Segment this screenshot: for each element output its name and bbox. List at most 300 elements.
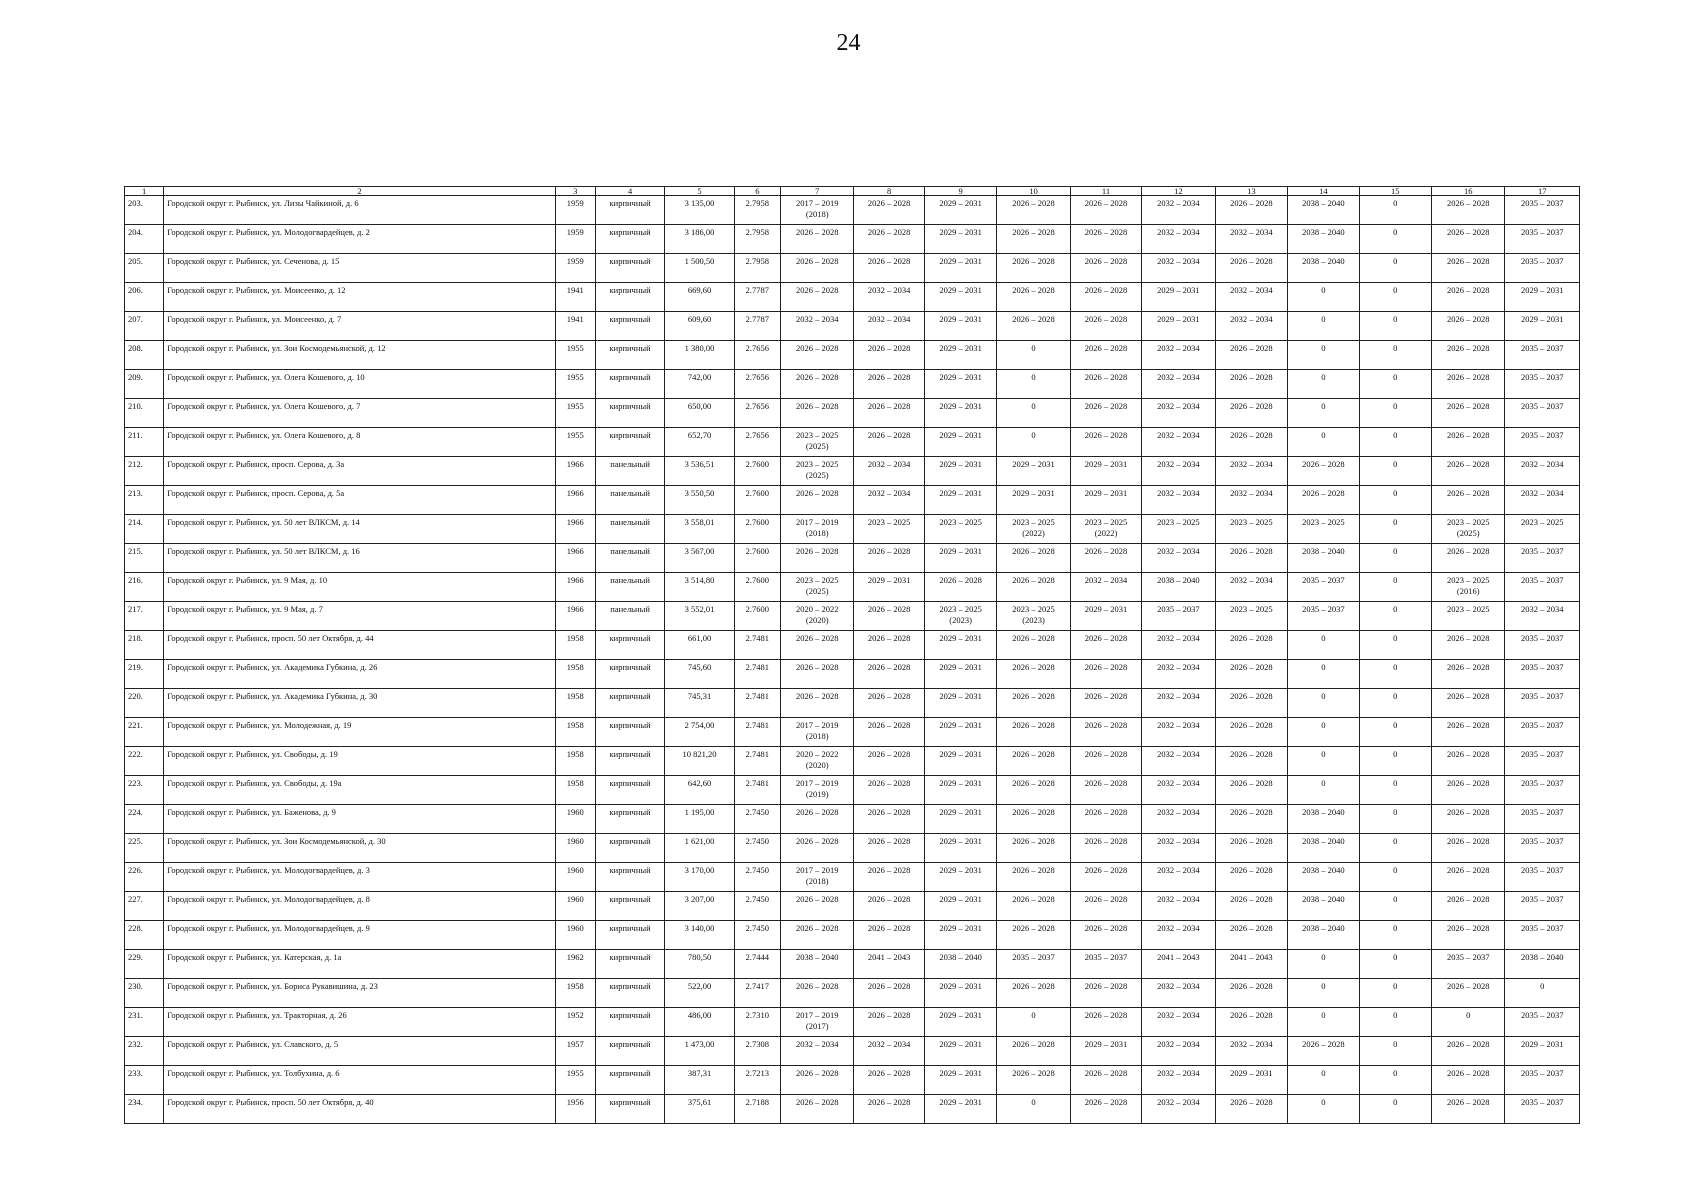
- table-cell: 0: [1359, 689, 1431, 718]
- address-cell: Городской округ г. Рыбинск, ул. 50 лет ВЛКСМ, д. 14: [164, 515, 555, 544]
- column-number-cell: 12: [1142, 187, 1215, 196]
- table-row: [125, 544, 1580, 573]
- address-cell: Городской округ г. Рыбинск, ул. Олега Кошевого, д. 8: [164, 428, 555, 457]
- table-cell: 2035 – 2037: [1505, 341, 1580, 370]
- table-cell: 2.7600: [734, 573, 780, 602]
- table-cell: 2032 – 2034: [1215, 312, 1287, 341]
- table-cell: 2032 – 2034: [1215, 283, 1287, 312]
- address-cell: Городской округ г. Рыбинск, ул. Славского, д. 5: [164, 1037, 555, 1066]
- table-cell: 2035 – 2037: [1505, 747, 1580, 776]
- table-cell: 2026 – 2028: [1431, 370, 1504, 399]
- table-row: [125, 805, 1580, 834]
- table-cell: 2026 – 2028: [1431, 341, 1504, 370]
- table-cell: 2029 – 2031: [924, 863, 996, 892]
- table-cell: 2026 – 2028: [781, 834, 854, 863]
- table-cell: 3 135,00: [665, 196, 734, 225]
- table-cell: 2026 – 2028: [1431, 254, 1504, 283]
- table-cell: 2026 – 2028: [781, 1095, 854, 1124]
- table-cell: 2035 – 2037: [1505, 370, 1580, 399]
- table-cell: 2026 – 2028: [1070, 776, 1141, 805]
- table-cell: 1960: [555, 834, 595, 863]
- address-cell: Городской округ г. Рыбинск, ул. 9 Мая, д. 7: [164, 602, 555, 631]
- table-cell: 2026 – 2028: [1215, 776, 1287, 805]
- table-cell: 1 500,50: [665, 254, 734, 283]
- table-row: [125, 399, 1580, 428]
- table-cell: 2023 – 2025 (2022): [1070, 515, 1141, 544]
- table-cell: 2026 – 2028: [781, 979, 854, 1008]
- row-number-cell: 204.: [125, 225, 164, 254]
- table-cell: 1960: [555, 805, 595, 834]
- table-cell: панельный: [595, 515, 664, 544]
- address-cell: Городской округ г. Рыбинск, ул. Олега Кошевого, д. 7: [164, 399, 555, 428]
- row-number-cell: 230.: [125, 979, 164, 1008]
- table-cell: 742,00: [665, 370, 734, 399]
- table-cell: 2017 – 2019 (2018): [781, 718, 854, 747]
- table-cell: 1956: [555, 1095, 595, 1124]
- table-cell: 2029 – 2031: [924, 1037, 996, 1066]
- table-cell: 2035 – 2037: [1505, 834, 1580, 863]
- table-cell: 2026 – 2028: [1431, 428, 1504, 457]
- table-cell: кирпичный: [595, 660, 664, 689]
- table-cell: 3 567,00: [665, 544, 734, 573]
- table-cell: 2026 – 2028: [781, 660, 854, 689]
- table-cell: 0: [1288, 776, 1359, 805]
- address-cell: Городской округ г. Рыбинск, ул. 50 лет ВЛКСМ, д. 16: [164, 544, 555, 573]
- table-cell: кирпичный: [595, 341, 664, 370]
- table-cell: 652,70: [665, 428, 734, 457]
- table-cell: 2026 – 2028: [1070, 341, 1141, 370]
- table-cell: 2.7450: [734, 921, 780, 950]
- table-row: [125, 1095, 1580, 1124]
- table-cell: 2017 – 2019 (2018): [781, 515, 854, 544]
- table-cell: 2032 – 2034: [1142, 892, 1215, 921]
- table-cell: 2026 – 2028: [997, 544, 1070, 573]
- table-cell: 0: [1359, 892, 1431, 921]
- table-cell: 2032 – 2034: [1142, 747, 1215, 776]
- table-cell: кирпичный: [595, 370, 664, 399]
- address-cell: Городской округ г. Рыбинск, ул. Зои Космодемьянской, д. 30: [164, 834, 555, 863]
- table-cell: 2023 – 2025: [1142, 515, 1215, 544]
- table-cell: 2026 – 2028: [781, 892, 854, 921]
- table-cell: 2029 – 2031: [1070, 486, 1141, 515]
- table-row: [125, 486, 1580, 515]
- table-cell: 2029 – 2031: [1070, 457, 1141, 486]
- table-cell: 2038 – 2040: [924, 950, 996, 979]
- table-cell: 1959: [555, 225, 595, 254]
- table-cell: 2026 – 2028: [1288, 1037, 1359, 1066]
- table-cell: 2020 – 2022 (2020): [781, 602, 854, 631]
- table-cell: 2035 – 2037: [1505, 1066, 1580, 1095]
- table-cell: 2026 – 2028: [1431, 776, 1504, 805]
- address-cell: Городской округ г. Рыбинск, просп. Серова, д. 5а: [164, 486, 555, 515]
- table-cell: 1955: [555, 1066, 595, 1095]
- table-cell: 0: [1359, 1008, 1431, 1037]
- table-cell: 2026 – 2028: [997, 747, 1070, 776]
- table-cell: 2026 – 2028: [781, 399, 854, 428]
- table-cell: 2.7481: [734, 689, 780, 718]
- address-cell: Городской округ г. Рыбинск, ул. Лизы Чайкиной, д. 6: [164, 196, 555, 225]
- table-cell: 387,31: [665, 1066, 734, 1095]
- table-cell: 2026 – 2028: [997, 573, 1070, 602]
- table-cell: 2032 – 2034: [1142, 631, 1215, 660]
- table-cell: 2032 – 2034: [1142, 776, 1215, 805]
- page-number: 24: [836, 30, 861, 56]
- table-cell: 2026 – 2028: [1070, 312, 1141, 341]
- row-number-cell: 208.: [125, 341, 164, 370]
- table-cell: 2023 – 2025: [1215, 515, 1287, 544]
- table-cell: 661,00: [665, 631, 734, 660]
- column-number-row: [125, 187, 1580, 196]
- table-cell: 0: [1288, 1095, 1359, 1124]
- table-cell: 1 473,00: [665, 1037, 734, 1066]
- table-cell: 0: [1288, 399, 1359, 428]
- table-cell: 2029 – 2031: [1070, 1037, 1141, 1066]
- table-cell: 0: [997, 1008, 1070, 1037]
- table-cell: 1959: [555, 196, 595, 225]
- table-cell: кирпичный: [595, 689, 664, 718]
- table-cell: 1958: [555, 718, 595, 747]
- table-cell: 2029 – 2031: [924, 1095, 996, 1124]
- table-cell: 2026 – 2028: [1288, 457, 1359, 486]
- table-cell: 2029 – 2031: [924, 457, 996, 486]
- table-cell: 2017 – 2019 (2019): [781, 776, 854, 805]
- table-cell: 3 514,80: [665, 573, 734, 602]
- table-cell: 2.7450: [734, 863, 780, 892]
- address-cell: Городской округ г. Рыбинск, ул. Свободы, д. 19а: [164, 776, 555, 805]
- table-cell: 2026 – 2028: [1431, 660, 1504, 689]
- table-cell: 2 754,00: [665, 718, 734, 747]
- table-row: [125, 921, 1580, 950]
- table-cell: 2029 – 2031: [924, 428, 996, 457]
- table-cell: 1958: [555, 776, 595, 805]
- table-cell: 2023 – 2025 (2025): [781, 457, 854, 486]
- table-cell: 0: [997, 1095, 1070, 1124]
- table-cell: 3 186,00: [665, 225, 734, 254]
- table-cell: 2035 – 2037: [1505, 254, 1580, 283]
- table-cell: панельный: [595, 573, 664, 602]
- table-cell: 2026 – 2028: [1215, 805, 1287, 834]
- table-cell: 1966: [555, 515, 595, 544]
- table-cell: 2026 – 2028: [854, 689, 924, 718]
- row-number-cell: 221.: [125, 718, 164, 747]
- table-cell: 2026 – 2028: [854, 1008, 924, 1037]
- table-cell: 2035 – 2037: [1505, 921, 1580, 950]
- address-cell: Городской округ г. Рыбинск, ул. Зои Космодемьянской, д. 12: [164, 341, 555, 370]
- table-row: [125, 196, 1580, 225]
- table-cell: 2026 – 2028: [1431, 747, 1504, 776]
- table-cell: 2.7600: [734, 486, 780, 515]
- table-cell: 2041 – 2043: [854, 950, 924, 979]
- table-row: [125, 457, 1580, 486]
- table-cell: 2038 – 2040: [1142, 573, 1215, 602]
- row-number-cell: 207.: [125, 312, 164, 341]
- row-number-cell: 209.: [125, 370, 164, 399]
- table-cell: 2026 – 2028: [854, 225, 924, 254]
- table-row: [125, 515, 1580, 544]
- table-cell: 2032 – 2034: [1505, 486, 1580, 515]
- address-cell: Городской округ г. Рыбинск, ул. Свободы, д. 19: [164, 747, 555, 776]
- table-cell: 2026 – 2028: [997, 689, 1070, 718]
- table-cell: 0: [1359, 979, 1431, 1008]
- table-cell: кирпичный: [595, 1095, 664, 1124]
- table-cell: 2026 – 2028: [1070, 631, 1141, 660]
- table-cell: 3 207,00: [665, 892, 734, 921]
- table-cell: 2026 – 2028: [1431, 544, 1504, 573]
- table-cell: 2029 – 2031: [924, 747, 996, 776]
- table-row: [125, 254, 1580, 283]
- table-cell: 2035 – 2037: [1070, 950, 1141, 979]
- table-cell: 2.7787: [734, 283, 780, 312]
- table-cell: 0: [1359, 834, 1431, 863]
- table-cell: 2035 – 2037: [1505, 1008, 1580, 1037]
- table-cell: 2026 – 2028: [997, 776, 1070, 805]
- table-cell: 1 621,00: [665, 834, 734, 863]
- table-cell: 2026 – 2028: [997, 892, 1070, 921]
- table-row: [125, 1066, 1580, 1095]
- table-cell: 2026 – 2028: [781, 283, 854, 312]
- table-cell: 0: [1359, 225, 1431, 254]
- row-number-cell: 229.: [125, 950, 164, 979]
- address-cell: Городской округ г. Рыбинск, ул. Баженова, д. 9: [164, 805, 555, 834]
- table-cell: 2029 – 2031: [924, 312, 996, 341]
- table-cell: панельный: [595, 602, 664, 631]
- row-number-cell: 213.: [125, 486, 164, 515]
- table-cell: кирпичный: [595, 312, 664, 341]
- table-cell: 2032 – 2034: [854, 1037, 924, 1066]
- table-cell: 1966: [555, 486, 595, 515]
- table-cell: 0: [1288, 718, 1359, 747]
- column-number-cell: 14: [1288, 187, 1359, 196]
- address-cell: Городской округ г. Рыбинск, ул. Молодогвардейцев, д. 2: [164, 225, 555, 254]
- table-cell: кирпичный: [595, 631, 664, 660]
- table-cell: 2038 – 2040: [1288, 892, 1359, 921]
- table-cell: 609,60: [665, 312, 734, 341]
- table-cell: 2023 – 2025 (2023): [924, 602, 996, 631]
- row-number-cell: 228.: [125, 921, 164, 950]
- table-cell: 2.7958: [734, 196, 780, 225]
- table-cell: 2017 – 2019 (2017): [781, 1008, 854, 1037]
- table-cell: 2.7444: [734, 950, 780, 979]
- table-cell: 2038 – 2040: [781, 950, 854, 979]
- table-cell: 0: [1431, 1008, 1504, 1037]
- table-cell: кирпичный: [595, 805, 664, 834]
- table-cell: 0: [1359, 805, 1431, 834]
- table-cell: 2029 – 2031: [924, 660, 996, 689]
- table-cell: 2032 – 2034: [1142, 428, 1215, 457]
- table-cell: 2026 – 2028: [997, 660, 1070, 689]
- table-cell: 2026 – 2028: [1070, 747, 1141, 776]
- table-cell: 2026 – 2028: [1215, 660, 1287, 689]
- table-cell: 2032 – 2034: [1142, 341, 1215, 370]
- table-cell: 2032 – 2034: [1142, 254, 1215, 283]
- table-cell: 2026 – 2028: [1215, 254, 1287, 283]
- address-cell: Городской округ г. Рыбинск, просп. 50 лет Октября, д. 40: [164, 1095, 555, 1124]
- table-cell: 2.7450: [734, 805, 780, 834]
- table-cell: 2026 – 2028: [1431, 283, 1504, 312]
- table-cell: кирпичный: [595, 1008, 664, 1037]
- table-cell: 2038 – 2040: [1288, 834, 1359, 863]
- table-cell: 2029 – 2031: [1505, 1037, 1580, 1066]
- table-cell: 2035 – 2037: [1505, 892, 1580, 921]
- housing-register-table: [124, 186, 1580, 1124]
- table-cell: 0: [1288, 631, 1359, 660]
- row-number-cell: 203.: [125, 196, 164, 225]
- table-cell: 2026 – 2028: [1070, 196, 1141, 225]
- table-cell: 2026 – 2028: [1431, 312, 1504, 341]
- table-cell: 0: [1359, 283, 1431, 312]
- table-cell: 669,60: [665, 283, 734, 312]
- table-cell: панельный: [595, 544, 664, 573]
- table-cell: 2032 – 2034: [1142, 225, 1215, 254]
- table-cell: 2026 – 2028: [1431, 1066, 1504, 1095]
- table-cell: 2017 – 2019 (2018): [781, 196, 854, 225]
- table-cell: 0: [1288, 1066, 1359, 1095]
- table-cell: 745,31: [665, 689, 734, 718]
- table-cell: 2026 – 2028: [997, 1066, 1070, 1095]
- table-cell: 2032 – 2034: [1142, 1095, 1215, 1124]
- table-cell: 2035 – 2037: [1505, 399, 1580, 428]
- address-cell: Городской округ г. Рыбинск, ул. Бориса Рукавишина, д. 23: [164, 979, 555, 1008]
- table-cell: 2026 – 2028: [997, 805, 1070, 834]
- table-cell: 2029 – 2031: [924, 718, 996, 747]
- table-cell: 2029 – 2031: [924, 921, 996, 950]
- table-cell: 0: [1359, 602, 1431, 631]
- table-row: [125, 718, 1580, 747]
- table-cell: 2032 – 2034: [1142, 486, 1215, 515]
- table-cell: 2032 – 2034: [1142, 805, 1215, 834]
- table-cell: 0: [1288, 660, 1359, 689]
- table-cell: 2032 – 2034: [1142, 863, 1215, 892]
- table-cell: 2032 – 2034: [854, 312, 924, 341]
- table-cell: 2032 – 2034: [1142, 1066, 1215, 1095]
- table-cell: 2032 – 2034: [1215, 1037, 1287, 1066]
- address-cell: Городской округ г. Рыбинск, ул. Сеченова, д. 15: [164, 254, 555, 283]
- table-cell: 2.7600: [734, 515, 780, 544]
- table-cell: 2026 – 2028: [997, 254, 1070, 283]
- column-number-cell: 11: [1070, 187, 1141, 196]
- table-cell: 2029 – 2031: [924, 1008, 996, 1037]
- table-cell: 2026 – 2028: [1070, 834, 1141, 863]
- table-row: [125, 573, 1580, 602]
- row-number-cell: 227.: [125, 892, 164, 921]
- table-cell: 2.7656: [734, 399, 780, 428]
- table-cell: 2029 – 2031: [1215, 1066, 1287, 1095]
- table-row: [125, 1037, 1580, 1066]
- table-cell: 0: [1359, 776, 1431, 805]
- table-cell: 2026 – 2028: [997, 631, 1070, 660]
- column-number-cell: 13: [1215, 187, 1287, 196]
- table-cell: 2023 – 2025: [854, 515, 924, 544]
- table-cell: кирпичный: [595, 1066, 664, 1095]
- table-cell: 3 170,00: [665, 863, 734, 892]
- table-cell: 2026 – 2028: [924, 573, 996, 602]
- table-row: [125, 602, 1580, 631]
- table-cell: 2.7656: [734, 370, 780, 399]
- table-cell: 1955: [555, 370, 595, 399]
- table-cell: 2035 – 2037: [1505, 428, 1580, 457]
- table-cell: 642,60: [665, 776, 734, 805]
- table-cell: 2032 – 2034: [854, 457, 924, 486]
- row-number-cell: 206.: [125, 283, 164, 312]
- column-number-cell: 2: [164, 187, 555, 196]
- table-cell: 2026 – 2028: [854, 1066, 924, 1095]
- table-cell: кирпичный: [595, 196, 664, 225]
- table-cell: 2026 – 2028: [781, 486, 854, 515]
- table-cell: 2026 – 2028: [781, 225, 854, 254]
- table-cell: 2029 – 2031: [924, 1066, 996, 1095]
- address-cell: Городской округ г. Рыбинск, ул. Моисеенко, д. 7: [164, 312, 555, 341]
- table-cell: 2026 – 2028: [854, 254, 924, 283]
- table-cell: 2026 – 2028: [1215, 341, 1287, 370]
- table-cell: 0: [1359, 747, 1431, 776]
- table-cell: 2.7308: [734, 1037, 780, 1066]
- column-number-cell: 3: [555, 187, 595, 196]
- row-number-cell: 222.: [125, 747, 164, 776]
- table-cell: 2029 – 2031: [924, 979, 996, 1008]
- table-cell: 2029 – 2031: [1142, 283, 1215, 312]
- table-cell: 2.7481: [734, 660, 780, 689]
- table-cell: 2026 – 2028: [997, 1037, 1070, 1066]
- table-cell: 0: [1359, 370, 1431, 399]
- table-cell: 0: [1359, 515, 1431, 544]
- table-cell: 0: [1288, 1008, 1359, 1037]
- row-number-cell: 215.: [125, 544, 164, 573]
- table-cell: 2.7481: [734, 718, 780, 747]
- table-cell: 2023 – 2025 (2022): [997, 515, 1070, 544]
- table-cell: 2026 – 2028: [1070, 979, 1141, 1008]
- table-cell: 2026 – 2028: [997, 225, 1070, 254]
- column-number-cell: 10: [997, 187, 1070, 196]
- table-cell: 2026 – 2028: [781, 805, 854, 834]
- table-cell: 2041 – 2043: [1215, 950, 1287, 979]
- table-cell: 2035 – 2037: [1505, 718, 1580, 747]
- table-cell: 2.7481: [734, 747, 780, 776]
- address-cell: Городской округ г. Рыбинск, ул. Толбухина, д. 6: [164, 1066, 555, 1095]
- table-cell: 0: [1359, 1066, 1431, 1095]
- table-cell: 2035 – 2037: [1288, 602, 1359, 631]
- row-number-cell: 212.: [125, 457, 164, 486]
- table-cell: 0: [1359, 544, 1431, 573]
- table-cell: 2.7600: [734, 602, 780, 631]
- table-cell: кирпичный: [595, 892, 664, 921]
- table-cell: 3 552,01: [665, 602, 734, 631]
- table-cell: 0: [1288, 689, 1359, 718]
- table-cell: 2026 – 2028: [854, 863, 924, 892]
- table-cell: 3 550,50: [665, 486, 734, 515]
- table-cell: 0: [1288, 747, 1359, 776]
- table-cell: 2029 – 2031: [924, 283, 996, 312]
- table-cell: 2035 – 2037: [1505, 573, 1580, 602]
- table-cell: 2029 – 2031: [924, 892, 996, 921]
- table-cell: 2032 – 2034: [854, 283, 924, 312]
- table-cell: 2029 – 2031: [924, 370, 996, 399]
- table-cell: 1955: [555, 428, 595, 457]
- table-cell: 2029 – 2031: [924, 544, 996, 573]
- table-cell: 2026 – 2028: [1431, 979, 1504, 1008]
- table-cell: 1958: [555, 689, 595, 718]
- table-cell: 2026 – 2028: [854, 196, 924, 225]
- table-cell: 1958: [555, 660, 595, 689]
- row-number-cell: 232.: [125, 1037, 164, 1066]
- row-number-cell: 217.: [125, 602, 164, 631]
- table-cell: 2029 – 2031: [854, 573, 924, 602]
- table-cell: 2026 – 2028: [854, 428, 924, 457]
- table-cell: 0: [997, 428, 1070, 457]
- column-number-cell: 9: [924, 187, 996, 196]
- table-cell: 0: [1359, 863, 1431, 892]
- table-cell: 2017 – 2019 (2018): [781, 863, 854, 892]
- table-cell: 2.7958: [734, 254, 780, 283]
